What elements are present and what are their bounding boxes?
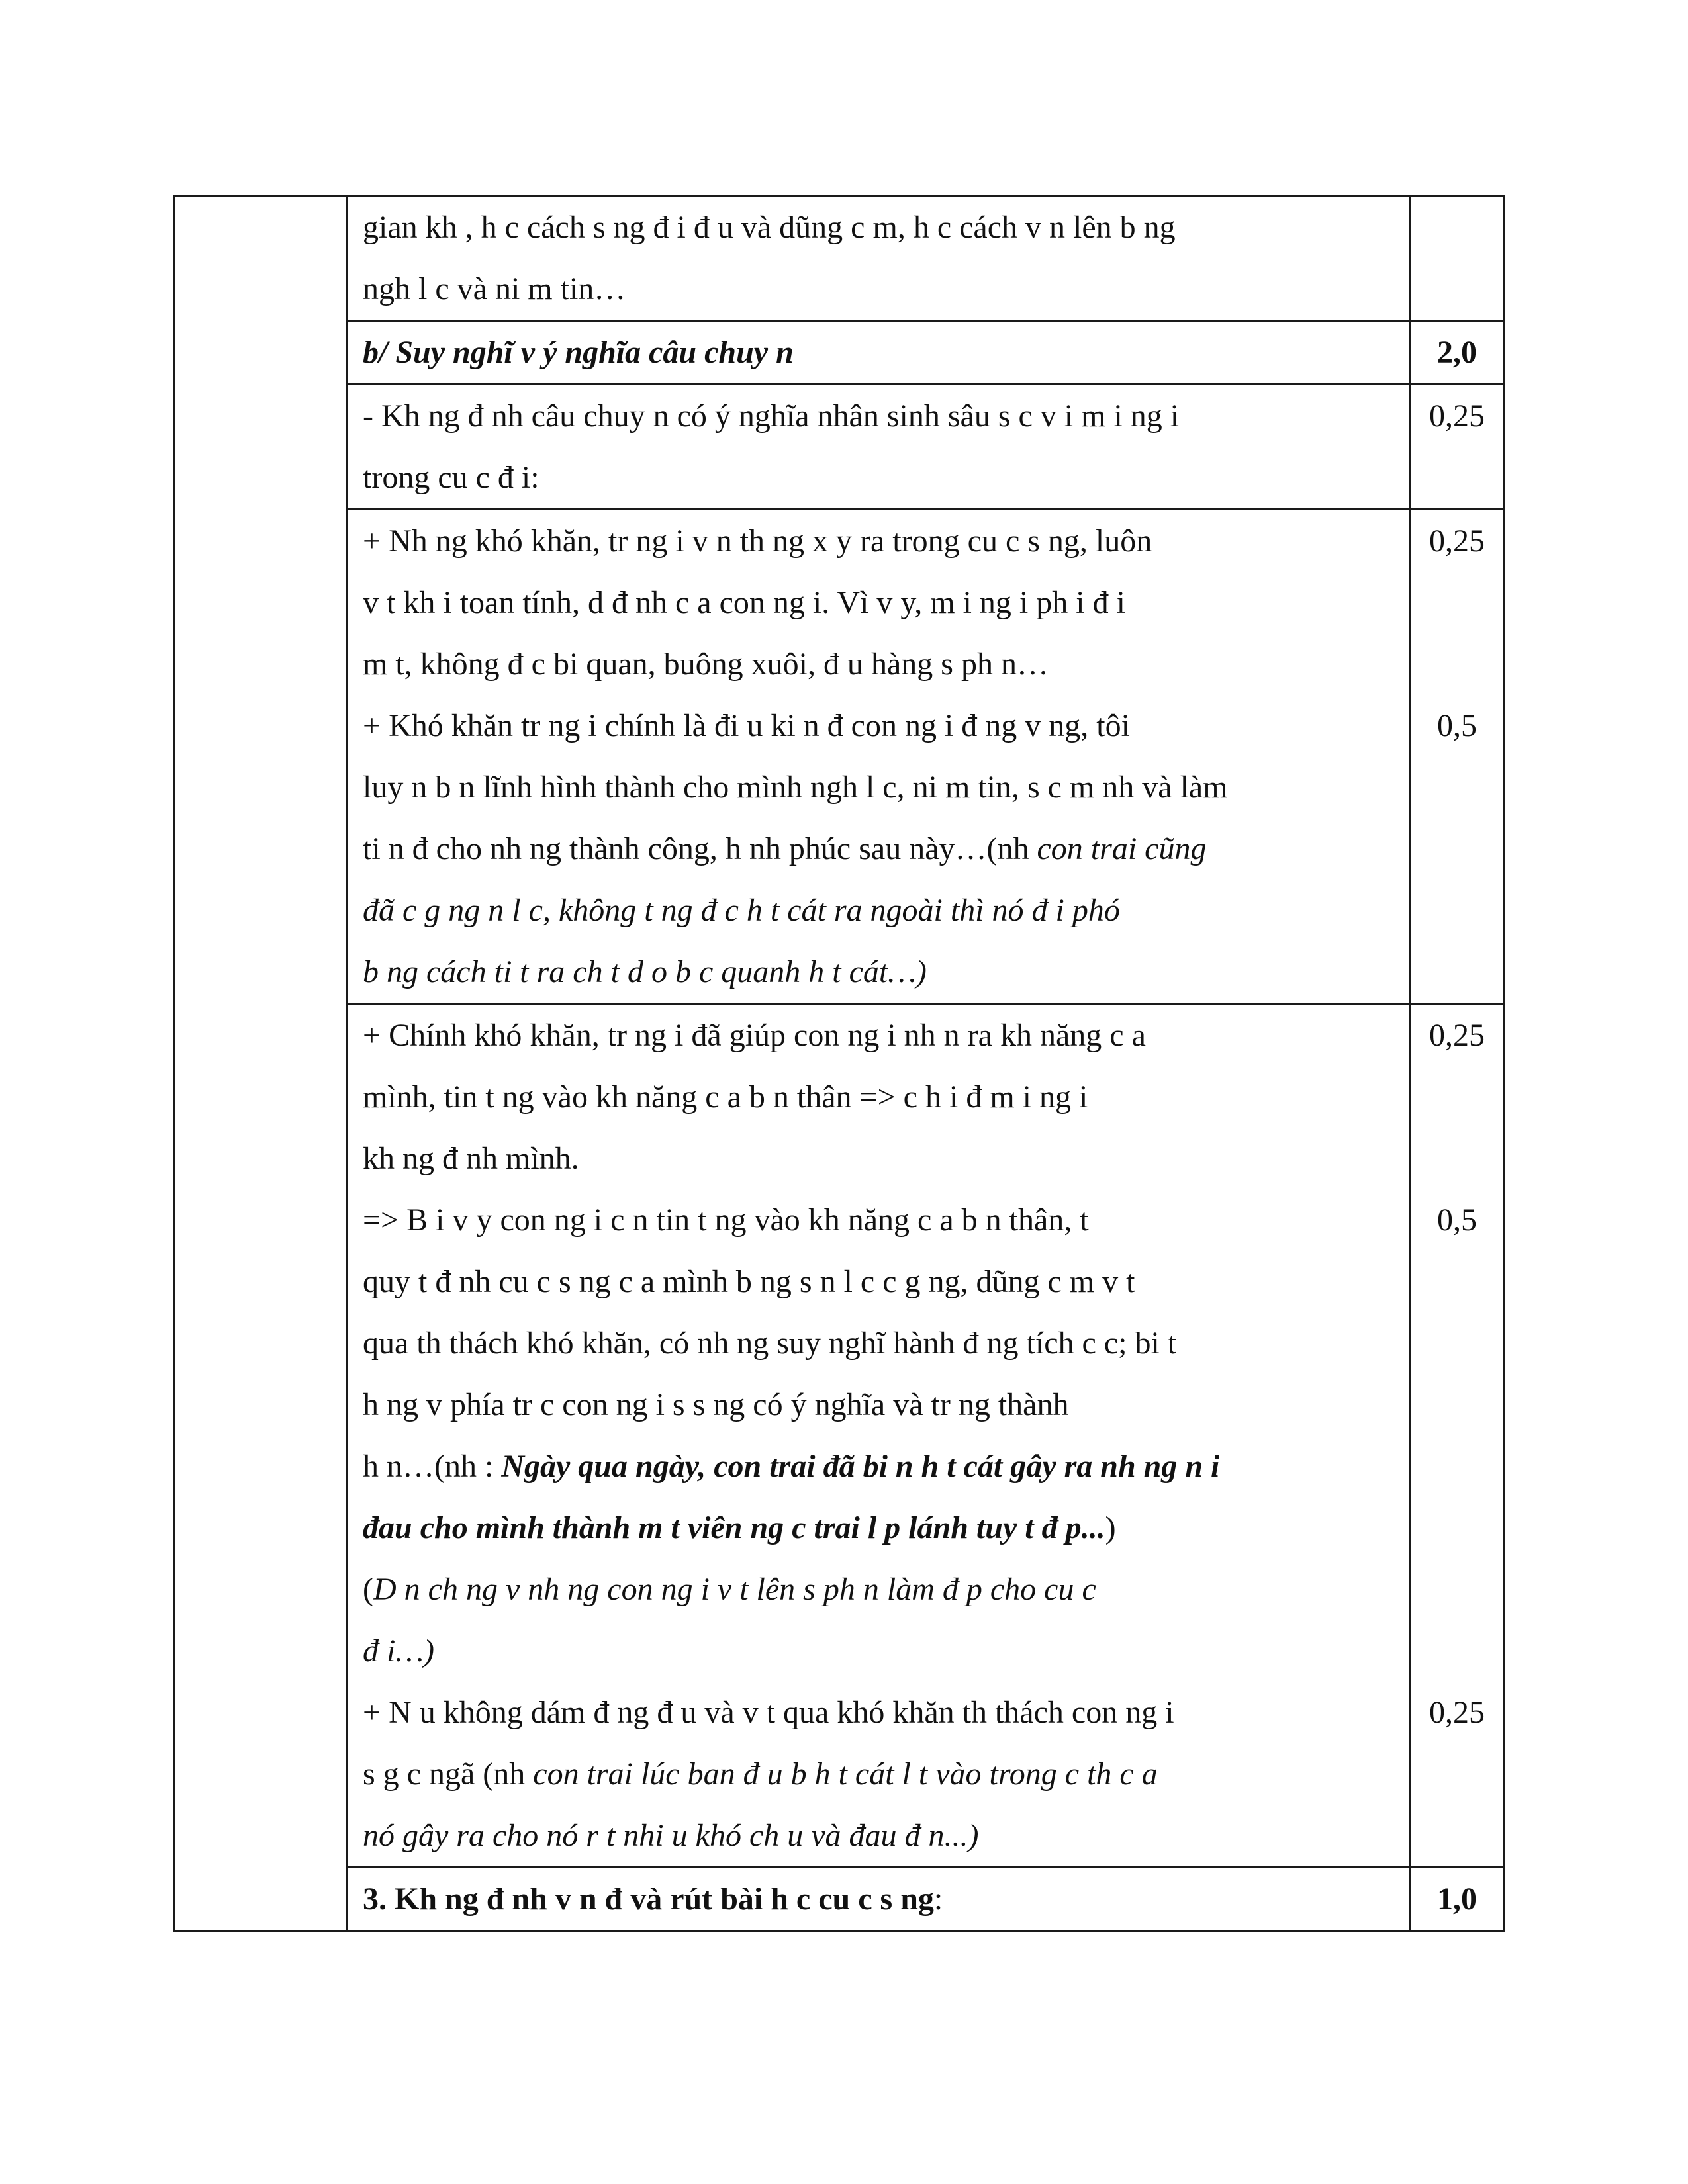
text-line: gian kh , h c cách s ng đ i đ u và dũng c m, h c cách v n lên b ng [363, 210, 1176, 245]
example-text: Ngày qua ngày, con trai đã bi n h t cát gây ra nh ng n i [501, 1449, 1220, 1484]
section-heading-cell [348, 1868, 1411, 1931]
score-cell: 2,0 [1411, 321, 1504, 385]
text-line: ngh l c và ni m tin… [363, 271, 626, 306]
table-row [174, 196, 1504, 321]
text-line: + Khó khăn tr ng i chính là đi u ki n đ con ng i đ ng v ng, tôi [363, 708, 1130, 743]
text-line [363, 1743, 1397, 1805]
content-cell [348, 385, 1411, 510]
example-line: đ i…) [363, 1633, 434, 1668]
text-line: kh ng đ nh mình. [363, 1141, 579, 1176]
text-run: ( [363, 1572, 373, 1607]
score-cell [1411, 1004, 1504, 1868]
score-cell: 0,25 [1411, 385, 1504, 510]
text-line: - Kh ng đ nh câu chuy n có ý nghĩa nhân sinh sâu s c v i m i ng i [363, 398, 1180, 433]
score-value: 0,5 [1437, 708, 1477, 743]
example-line: nó gây ra cho nó r t nhi u khó ch u và đau đ n...) [363, 1818, 979, 1853]
score-value: 0,25 [1429, 523, 1485, 559]
score-value: 0,25 [1429, 1018, 1485, 1053]
scoring-table [173, 195, 1505, 1932]
score-cell: 1,0 [1411, 1868, 1504, 1931]
text-line: h ng v phía tr c con ng i s s ng có ý nghĩa và tr ng thành [363, 1387, 1069, 1422]
example-text: con trai cũng [1037, 831, 1207, 866]
text-run: ) [1105, 1510, 1116, 1545]
section-column-cell [174, 196, 348, 1931]
table-row [174, 1004, 1504, 1868]
example-text: đau cho mình thành m t viên ng c trai l p lánh tuy t đ p... [363, 1510, 1105, 1545]
text-line: quy t đ nh cu c s ng c a mình b ng s n l c c g ng, dũng c m v t [363, 1264, 1135, 1299]
score-cell [1411, 510, 1504, 1004]
example-text: con trai lúc ban đ u b h t cát l t vào trong c th c a [533, 1756, 1158, 1792]
content-cell [348, 196, 1411, 321]
table-row [174, 385, 1504, 510]
score-value: 0,5 [1437, 1203, 1477, 1238]
text-line: v t kh i toan tính, d đ nh c a con ng i. Vì v y, m i ng i ph i đ i [363, 585, 1125, 620]
text-line: + Chính khó khăn, tr ng i đã giúp con ng i nh n ra kh năng c a [363, 1018, 1146, 1053]
content-cell [348, 510, 1411, 1004]
table-row [174, 1868, 1504, 1931]
text-line: m t, không đ c bi quan, buông xuôi, đ u hàng s ph n… [363, 647, 1049, 682]
text-line [363, 1497, 1397, 1559]
example-line: b ng cách ti t ra ch t d o b c quanh h t cát…) [363, 954, 927, 989]
text-line: trong cu c đ i: [363, 460, 539, 495]
text-line [363, 1559, 1397, 1620]
text-line: + Nh ng khó khăn, tr ng i v n th ng x y ra trong cu c s ng, luôn [363, 523, 1152, 559]
content-cell [348, 1004, 1411, 1868]
table-row [174, 321, 1504, 385]
text-run: ti n đ cho nh ng thành công, h nh phúc sau này…(nh [363, 831, 1037, 866]
section-heading: b/ Suy nghĩ v ý nghĩa câu chuy n [363, 335, 794, 370]
text-line: mình, tin t ng vào kh năng c a b n thân => c h i đ m i ng i [363, 1079, 1088, 1115]
example-text: D n ch ng v nh ng con ng i v t lên s ph n làm đ p cho cu c [373, 1572, 1096, 1607]
text-run: : [933, 1882, 943, 1917]
text-line: => B i v y con ng i c n tin t ng vào kh năng c a b n thân, t [363, 1203, 1089, 1238]
example-line: đã c g ng n l c, không t ng đ c h t cát ra ngoài thì nó đ i phó [363, 893, 1120, 928]
section-heading-cell [348, 321, 1411, 385]
section-heading: 3. Kh ng đ nh v n đ và rút bài h c cu c s ng [363, 1882, 934, 1917]
text-run: s g c ngã (nh [363, 1756, 534, 1792]
text-line: luy n b n lĩnh hình thành cho mình ngh l c, ni m tin, s c m nh và làm [363, 770, 1228, 805]
score-cell [1411, 196, 1504, 321]
score-value: 0,25 [1429, 1695, 1485, 1730]
text-line [363, 818, 1397, 880]
text-line [363, 1435, 1397, 1497]
text-line: + N u không dám đ ng đ u và v t qua khó khăn th thách con ng i [363, 1695, 1174, 1730]
text-line: qua th thách khó khăn, có nh ng suy nghĩ hành đ ng tích c c; bi t [363, 1326, 1177, 1361]
table-row [174, 510, 1504, 1004]
text-run: h n…(nh : [363, 1449, 502, 1484]
